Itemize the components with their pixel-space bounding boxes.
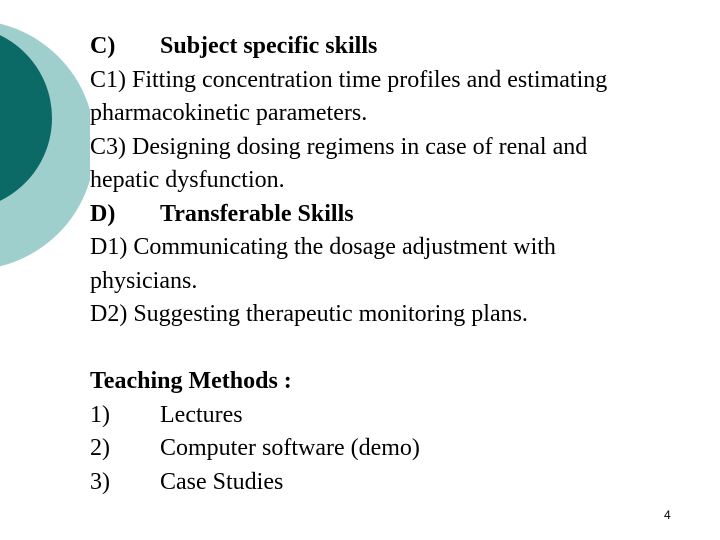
teaching-method-3 [90,466,710,500]
section-c-heading [90,30,710,64]
section-d-label: D) [90,200,116,227]
method-text: Lectures [160,401,243,428]
method-number: 2) [90,435,110,461]
teaching-method-2 [90,432,710,466]
d1-line-2: physicians. [90,267,198,294]
section-c-label: C) [90,33,116,59]
slide-content [90,30,710,499]
d1-line-1: D1) Communicating the dosage adjustment with [90,234,556,260]
c3-line-1: C3) Designing dosing regimens in case of renal and [90,133,588,160]
spacer [90,332,710,366]
section-d-title: Transferable Skills [160,200,354,227]
teaching-method-1 [90,399,710,433]
page-number: 4 [664,508,671,522]
c1-line-1: C1) Fitting concentration time profiles and estimating [90,66,608,93]
method-text: Computer software (demo) [160,435,420,461]
method-number: 3) [90,468,110,495]
c1-line-2: pharmacokinetic parameters. [90,100,368,126]
section-d-heading [90,198,710,232]
c3-line-2: hepatic dysfunction. [90,167,285,193]
d2-line-1: D2) Suggesting therapeutic monitoring plans. [90,301,528,327]
section-c-title: Subject specific skills [160,33,378,59]
teal-circles-decoration [0,0,90,300]
method-text: Case Studies [160,468,284,495]
method-number: 1) [90,401,110,428]
teaching-heading: Teaching Methods : [90,368,292,394]
